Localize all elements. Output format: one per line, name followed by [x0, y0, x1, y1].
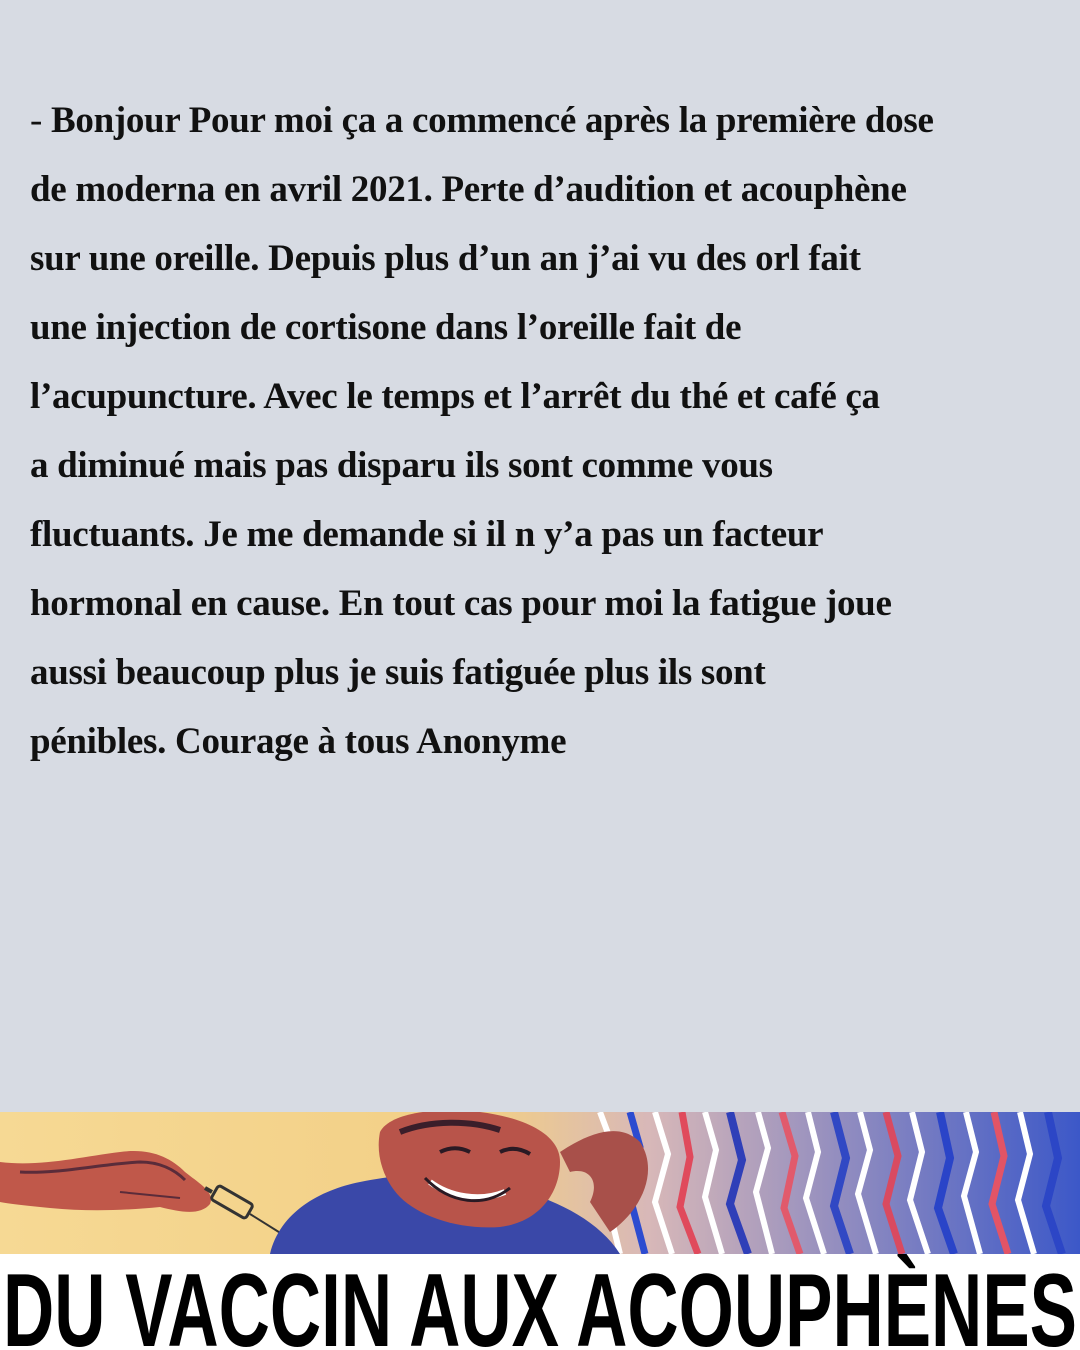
footer-title: DU VACCIN AUX ACOUPHÈNES	[3, 1254, 1077, 1350]
testimony-line: de moderna en avril 2021. Perte d’audition et acouphène	[30, 169, 907, 210]
testimony-line: l’acupuncture. Avec le temps et l’arrêt du thé et café ça	[30, 376, 880, 417]
testimony-lead-dash: -	[30, 100, 51, 141]
footer-banner	[0, 1254, 1080, 1350]
footer-title-svg	[0, 1254, 1080, 1350]
testimony-line: sur une oreille. Depuis plus d’un an j’ai vu des orl fait	[30, 238, 861, 279]
testimony-line: une injection de cortisone dans l’oreille fait de	[30, 307, 742, 348]
testimony-text	[30, 86, 1040, 776]
testimony-line: hormonal en cause. En tout cas pour moi la fatigue joue	[30, 583, 892, 624]
banner-illustration	[0, 1112, 1080, 1254]
testimony-line	[30, 86, 1040, 155]
testimony-line-text: Bonjour Pour moi ça a commencé après la première dose	[50, 100, 934, 141]
banner-illustration-art	[0, 1112, 1080, 1254]
testimony-line: pénibles. Courage à tous Anonyme	[30, 721, 567, 762]
testimony-line: aussi beaucoup plus je suis fatiguée plus ils sont	[30, 652, 766, 693]
testimony-line: a diminué mais pas disparu ils sont comme vous	[30, 445, 773, 486]
testimony-line: fluctuants. Je me demande si il n y’a pas un facteur	[30, 514, 824, 555]
